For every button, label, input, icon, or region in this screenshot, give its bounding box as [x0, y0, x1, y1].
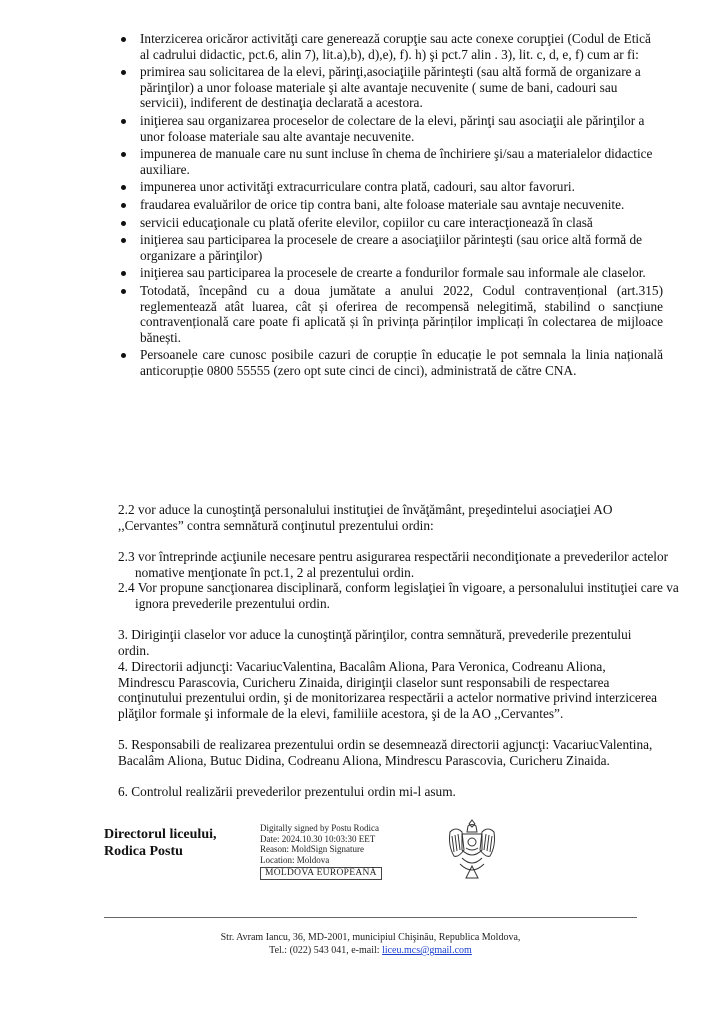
list-item: iniţierea sau participarea la procesele de crearte a fondurilor formale sau informale ale claselor.: [108, 265, 663, 281]
section-2-2: 2.2 vor aduce la cunoştinţă personalului instituţiei de învăţământ, preşedintelui asociaţiei AO ,,Cervantes” contra semnătură conţinutul prezentului ordin:: [118, 502, 613, 533]
email-link[interactable]: liceu.mcs@gmail.com: [382, 945, 472, 956]
signature-date: Date: 2024.10.30 10:03:30 EET: [260, 833, 376, 844]
footer-contact: [104, 931, 637, 957]
bullet-icon: [121, 238, 126, 243]
footer-divider: [104, 917, 637, 918]
list-item: impunerea unor activităţi extracurriculare contra plată, cadouri, sau altor favoruri.: [108, 179, 663, 195]
digital-signature: [260, 823, 382, 880]
signatory: [104, 826, 217, 860]
section-3: 3. Diriginţii claselor vor aduce la cunoştinţă părinţilor, contra semnătură, prevederile prezentului ordin.: [118, 627, 632, 658]
signatory-name: Rodica Postu: [104, 844, 183, 859]
list-item: servicii educaţionale cu plată oferite elevilor, copiilor cu care interacţionează în clasă: [108, 215, 663, 231]
bullet-icon: [121, 221, 126, 226]
signature-stamp: MOLDOVA EUROPEANĂ: [260, 867, 382, 880]
list-item: Totodată, începând cu a doua jumătate a anului 2022, Codul contravențional (art.315) reglementează atât luarea, cât și oferirea de recompensă nelegitimă, stabilind o sancțiune contravențională care poate fi aplicată și în privința părinților implicați în colectarea de mijloace bănești.: [108, 283, 663, 345]
signed-by: Digitally signed by Postu Rodica: [260, 823, 379, 833]
list-item: iniţierea sau organizarea proceselor de colectare de la elevi, părinţi sau asociaţii ale părinţilor a unor foloase materiale sau alte avantaje necuvenite.: [108, 113, 663, 144]
section-6: 6. Controlul realizării prevederilor prezentului ordin mi-l asum.: [118, 784, 456, 799]
list-item: fraudarea evaluărilor de orice tip contra bani, alte foloase materiale sau avntaje necuvenite.: [108, 197, 663, 213]
section-5: 5. Responsabili de realizarea prezentului ordin se desemnează directorii agjuncţi: VacariucValentina, Bacalâm Aliona, Butuc Didina, Codreanu Aliona, Mindrescu Parascovia, Curicheru Zinaida.: [118, 737, 653, 768]
section-4: 4. Directorii adjuncţi: VacariucValentina, Bacalâm Aliona, Para Veronica, Codreanu Aliona, Mindrescu Parascovia, Curicheru Zinaida, diriginţii claselor sunt responsabili de respectarea conţinutului prezentului ordin, şi de monitorizarea respectării a actelor normative privind interzicerea plăţilor formale şi informale de la elevi, familiile acestora, şi de la AO ,,Cervantes”.: [118, 659, 658, 721]
footer-tel: Tel.: (022) 543 041, e-mail:: [269, 945, 383, 956]
list-item: impunerea de manuale care nu sunt incluse în chema de închiriere şi/sau a materialelor didactice auxiliare.: [108, 146, 663, 177]
coat-of-arms-icon: [444, 816, 500, 882]
footer-contacts: [104, 944, 637, 957]
footer-address: Str. Avram Iancu, 36, MD-2001, municipiul Chişinău, Republica Moldova,: [220, 932, 521, 943]
list-item: iniţierea sau participarea la procesele de creare a asociaţiilor părinteşti (sau orice altă formă de organizare a părinţilor): [108, 232, 663, 263]
list-item: Interzicerea oricăror activităţi care generează corupţie sau acte conexe corupţiei (Codul de Etică al cadrului didactic, pct.6, alin 7), lit.a),b), d),e), f). h) şi pct.7 alin . 3), lit. c, d, e, f) cum ar fi:: [108, 31, 663, 62]
bullet-icon: [121, 185, 126, 190]
bullet-icon: [121, 37, 126, 42]
bullet-icon: [121, 203, 126, 208]
bullet-icon: [121, 70, 126, 75]
bullet-icon: [121, 271, 126, 276]
list-item: primirea sau solicitarea de la elevi, părinţi,asociaţiile părinteşti (sau altă formă de organizare a părinţilor) a unor foloase materiale şi alte avantaje necuvenite ( sume de bani, cadouri sau servicii), indiferent de destinaţia declarată a acestora.: [108, 64, 663, 111]
section-2-4: 2.4 Vor propune sancţionarea disciplinară, conform legislaţiei în vigoare, a personalului instituţiei care va ignora prevederile prezentului ordin.: [118, 580, 679, 611]
bullet-icon: [121, 353, 126, 358]
bullet-icon: [121, 152, 126, 157]
bullet-icon: [121, 119, 126, 124]
signatory-title: Directorul liceului,: [104, 827, 217, 842]
prohibitions-list: [108, 31, 663, 380]
signature-reason: Reason: MoldSign Signature: [260, 844, 364, 854]
list-item: Persoanele care cunosc posibile cazuri de corupție în educație le pot semnala la linia națională anticorupție 0800 55555 (zero opt sute cinci de cinci), administrată de către CNA.: [108, 347, 663, 378]
bullet-icon: [121, 289, 126, 294]
signature-location: Location: Moldova: [260, 854, 330, 865]
section-2-3: 2.3 vor întreprinde acţiunile necesare pentru asigurarea respectării necondiţionate a prevederilor actelor nomative menţionate în pct.1, 2 al prezentului ordin.: [118, 549, 669, 580]
